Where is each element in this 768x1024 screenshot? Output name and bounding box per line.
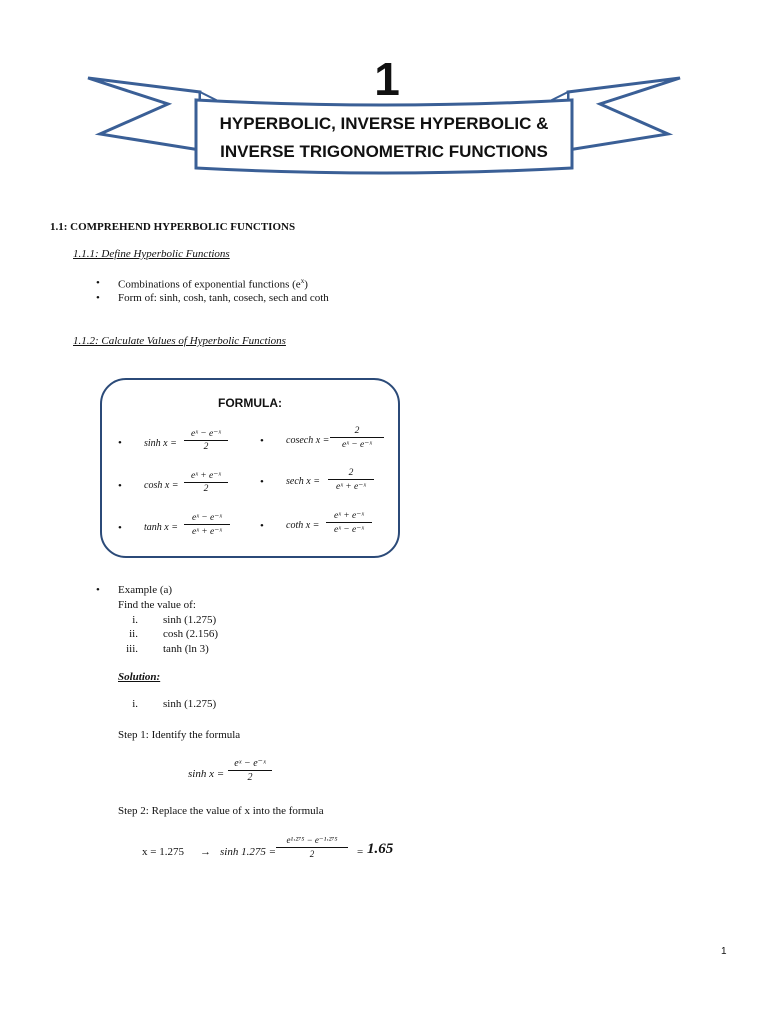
chapter-number: 1 (374, 53, 400, 105)
result-value: 1.65 (367, 841, 394, 857)
formula-sinh-fraction: $\frac{\text{eˣ − e⁻ˣ}}{2}$ (184, 428, 228, 452)
bullet-marker: • (260, 435, 264, 447)
example-item-text: cosh (2.156) (163, 628, 218, 640)
step1-formula-fraction: $\frac{\text{eˣ − e⁻ˣ}}{2}$ (228, 758, 272, 783)
example-item-number: iii. (126, 643, 138, 655)
example-label: Example (a) (118, 584, 173, 596)
example-item-text: tanh (ln 3) (163, 643, 209, 655)
bullet-forms: Form of: sinh, cosh, tanh, cosech, sech and coth (118, 292, 329, 304)
solution-item-text: sinh (1.275) (163, 698, 217, 710)
step1-text: Step 1: Identify the formula (118, 729, 241, 741)
formula-sech-lhs: sech x = (286, 476, 320, 487)
bullet-marker: • (118, 480, 122, 492)
step2-x-value: x = 1.275 (142, 846, 184, 858)
example-item-text: sinh (1.275) (163, 614, 217, 626)
formula-coth-fraction: $\frac{\text{eˣ + e⁻ˣ}}{\text{eˣ − e⁻ˣ}}$ (326, 510, 372, 535)
example-item-number: i. (132, 614, 138, 626)
bullet-marker: • (96, 584, 100, 596)
formula-cosh-fraction: $\frac{\text{eˣ + e⁻ˣ}}{2}$ (184, 470, 228, 494)
formula-tanh-lhs: tanh x = (144, 522, 178, 533)
formula-box (100, 378, 400, 558)
bullet-marker: • (118, 522, 122, 534)
bullet-marker: • (96, 277, 100, 289)
arrow-icon: → (200, 846, 211, 858)
formula-tanh-fraction: $\frac{\text{eˣ − e⁻ˣ}}{\text{eˣ + e⁻ˣ}}$ (184, 512, 230, 537)
section-heading: 1.1: COMPREHEND HYPERBOLIC FUNCTIONS (50, 221, 296, 233)
banner-center-panel (196, 100, 572, 173)
solution-item-number: i. (132, 698, 138, 710)
step2-formula-fraction: $\frac{\text{e¹·²⁷⁵ − e⁻¹·²⁷⁵}}{2}$ (276, 835, 348, 859)
solution-label: Solution: (118, 671, 161, 683)
step2-formula-lhs: sinh 1.275 = (220, 846, 277, 858)
banner-title-line2: INVERSE TRIGONOMETRIC FUNCTIONS (220, 142, 548, 161)
bullet-marker: • (260, 520, 264, 532)
formula-sech-fraction: $\frac{2}{\text{eˣ + e⁻ˣ}}$ (328, 468, 374, 492)
banner-title-line1: HYPERBOLIC, INVERSE HYPERBOLIC & (219, 114, 549, 133)
banner-right-tail (568, 78, 680, 150)
bullet-exponential: Combinations of exponential functions $(e^x)$ (118, 277, 308, 291)
bullet-marker: • (96, 292, 100, 304)
bullet-marker: • (260, 476, 264, 488)
formula-coth-lhs: coth x = (286, 520, 320, 531)
step2-text: Step 2: Replace the value of x into the formula (118, 805, 324, 817)
formula-title: FORMULA: (218, 396, 282, 410)
bullet-marker: • (118, 437, 122, 449)
formula-cosh-lhs: cosh x = (144, 480, 179, 491)
formula-cosech-lhs: cosech x = (286, 435, 330, 446)
page-number: 1 (721, 946, 727, 957)
formula-cosech-fraction: $\frac{2}{\text{eˣ − e⁻ˣ}}$ (330, 426, 384, 450)
formula-sinh-lhs: sinh x = (144, 438, 177, 449)
result-equals: = (357, 846, 364, 858)
example-prompt: Find the value of: (118, 599, 196, 611)
example-item-number: ii. (129, 628, 138, 640)
banner-left-tail (88, 78, 200, 150)
step1-formula-lhs: sinh x = (188, 768, 225, 780)
subsection-heading-calculate: 1.1.2: Calculate Values of Hyperbolic Functions (73, 335, 286, 347)
subsection-heading-define: 1.1.1: Define Hyperbolic Functions (73, 248, 230, 260)
